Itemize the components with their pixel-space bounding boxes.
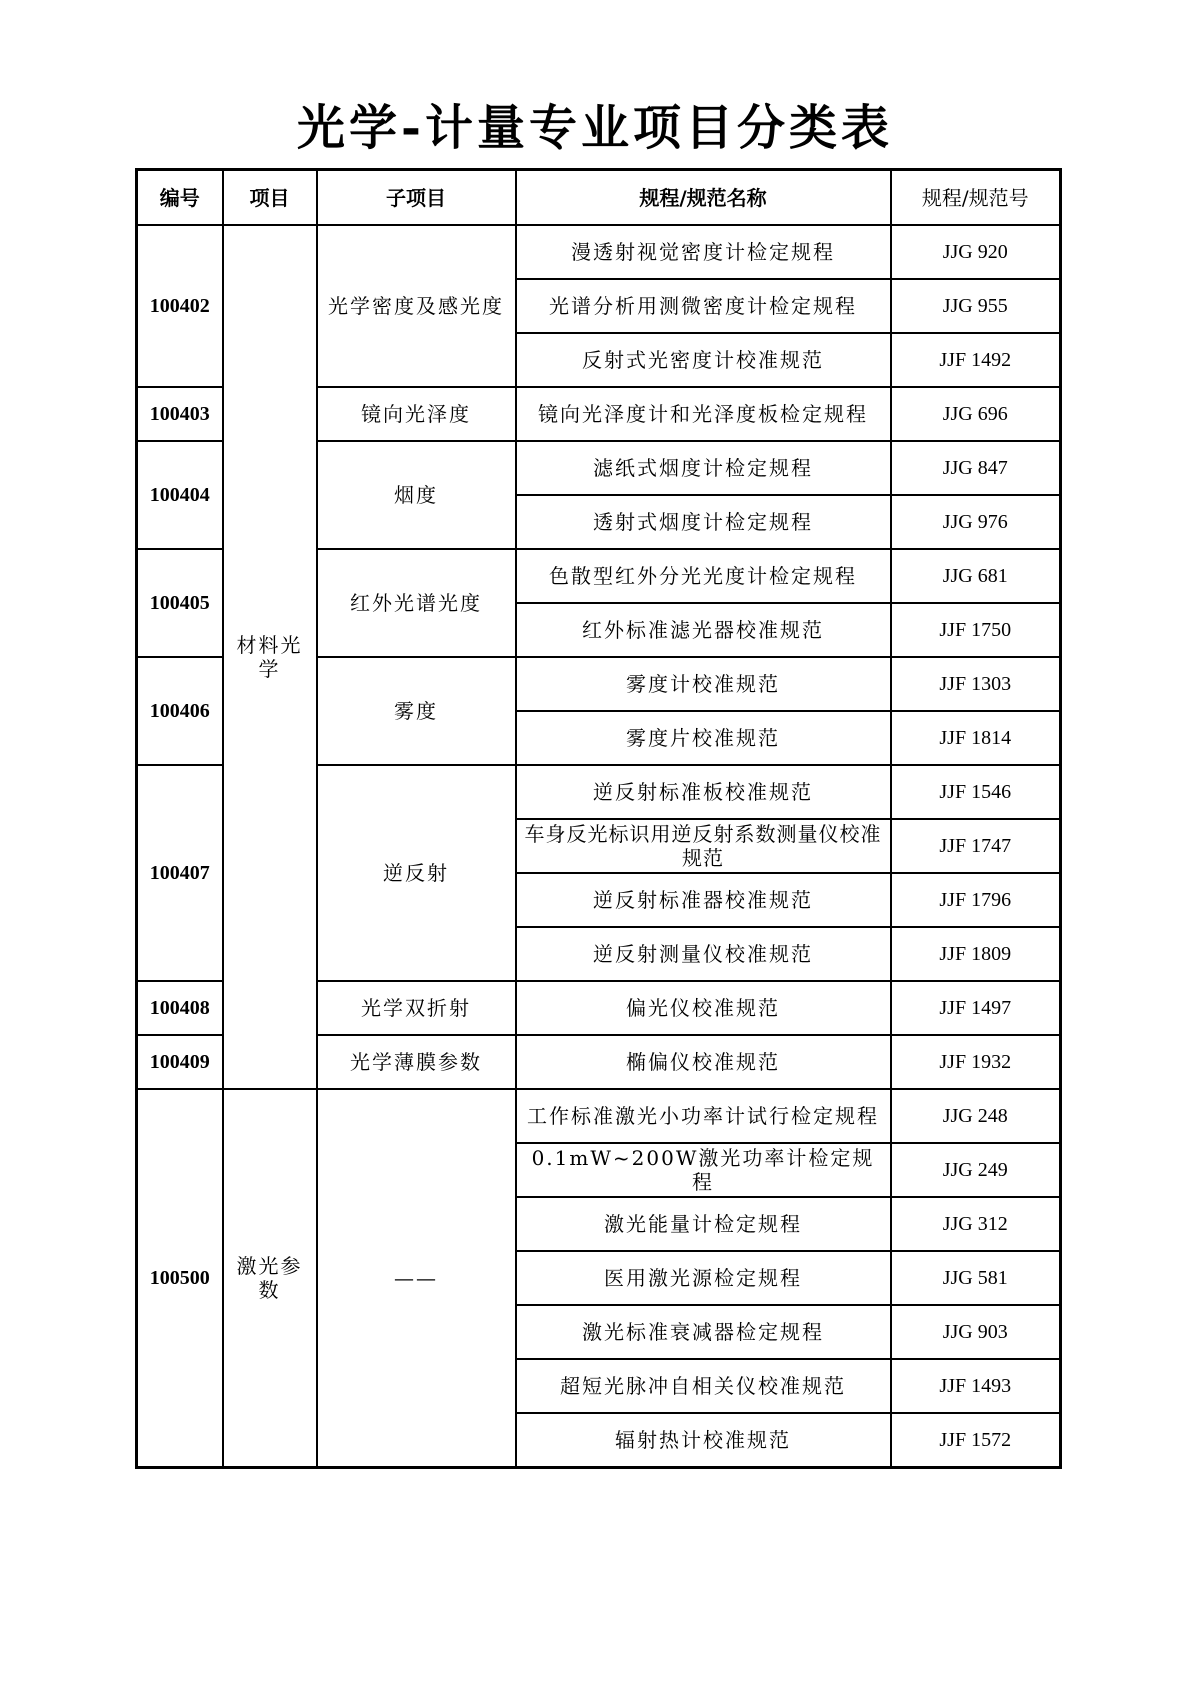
spec-number-cell: JJF 1750 [891,603,1061,657]
table-row [137,225,1061,279]
code-cell: 100404 [137,441,223,549]
spec-number-cell: JJF 1546 [891,765,1061,819]
spec-number-cell: JJG 248 [891,1089,1061,1143]
spec-number-cell: JJG 581 [891,1251,1061,1305]
spec-number-cell: JJF 1796 [891,873,1061,927]
item-cell-laser-parameters: 激光参数 [223,1089,317,1468]
classification-table [135,168,1062,1469]
spec-name-cell: 色散型红外分光光度计检定规程 [516,549,891,603]
code-cell: 100402 [137,225,223,387]
header-row [137,170,1061,226]
sub-item-cell: 红外光谱光度 [317,549,516,657]
spec-number-cell: JJG 920 [891,225,1061,279]
spec-name-cell: 反射式光密度计校准规范 [516,333,891,387]
header-item: 项目 [223,170,317,226]
spec-name-cell: 逆反射标准器校准规范 [516,873,891,927]
spec-name-cell: 椭偏仪校准规范 [516,1035,891,1089]
item-cell-material-optics: 材料光学 [223,225,317,1089]
header-code: 编号 [137,170,223,226]
sub-item-cell: 雾度 [317,657,516,765]
spec-name-cell: 激光能量计检定规程 [516,1197,891,1251]
spec-number-cell: JJG 976 [891,495,1061,549]
table-row [137,1089,1061,1143]
spec-name-cell: 车身反光标识用逆反射系数测量仪校准规范 [516,819,891,873]
spec-name-cell: 光谱分析用测微密度计检定规程 [516,279,891,333]
code-cell: 100405 [137,549,223,657]
spec-number-cell: JJF 1809 [891,927,1061,981]
code-cell: 100408 [137,981,223,1035]
spec-number-cell: JJF 1497 [891,981,1061,1035]
code-cell: 100500 [137,1089,223,1468]
spec-name-cell: 辐射热计校准规范 [516,1413,891,1468]
spec-name-cell: 红外标准滤光器校准规范 [516,603,891,657]
spec-name-cell: 漫透射视觉密度计检定规程 [516,225,891,279]
spec-name-cell: 雾度片校准规范 [516,711,891,765]
spec-number-cell: JJG 681 [891,549,1061,603]
spec-number-cell: JJF 1932 [891,1035,1061,1089]
spec-name-cell: 偏光仪校准规范 [516,981,891,1035]
spec-number-cell: JJF 1572 [891,1413,1061,1468]
spec-number-cell: JJF 1492 [891,333,1061,387]
spec-number-cell: JJG 847 [891,441,1061,495]
spec-name-cell: 透射式烟度计检定规程 [516,495,891,549]
table-body [137,225,1061,1468]
spec-name-cell: 医用激光源检定规程 [516,1251,891,1305]
spec-name-cell: 逆反射测量仪校准规范 [516,927,891,981]
sub-item-cell: 光学密度及感光度 [317,225,516,387]
code-cell: 100409 [137,1035,223,1089]
header-spec-name: 规程/规范名称 [516,170,891,226]
spec-name-cell: 滤纸式烟度计检定规程 [516,441,891,495]
spec-name-cell: 0.1mW~200W激光功率计检定规程 [516,1143,891,1197]
spec-number-cell: JJG 249 [891,1143,1061,1197]
sub-item-cell: 镜向光泽度 [317,387,516,441]
spec-name-cell: 工作标准激光小功率计试行检定规程 [516,1089,891,1143]
spec-name-cell: 镜向光泽度计和光泽度板检定规程 [516,387,891,441]
sub-item-cell: —— [317,1089,516,1468]
header-sub-item: 子项目 [317,170,516,226]
spec-number-cell: JJG 903 [891,1305,1061,1359]
spec-number-cell: JJF 1747 [891,819,1061,873]
spec-name-cell: 雾度计校准规范 [516,657,891,711]
spec-number-cell: JJF 1493 [891,1359,1061,1413]
header-spec-number: 规程/规范号 [891,170,1061,226]
code-cell: 100403 [137,387,223,441]
spec-number-cell: JJG 312 [891,1197,1061,1251]
spec-name-cell: 激光标准衰减器检定规程 [516,1305,891,1359]
page-title: 光学-计量专业项目分类表 [297,100,893,156]
code-cell: 100407 [137,765,223,981]
sub-item-cell: 光学薄膜参数 [317,1035,516,1089]
spec-number-cell: JJF 1814 [891,711,1061,765]
spec-number-cell: JJF 1303 [891,657,1061,711]
sub-item-cell: 逆反射 [317,765,516,981]
spec-number-cell: JJG 696 [891,387,1061,441]
spec-name-cell: 逆反射标准板校准规范 [516,765,891,819]
spec-name-cell: 超短光脉冲自相关仪校准规范 [516,1359,891,1413]
code-cell: 100406 [137,657,223,765]
sub-item-cell: 光学双折射 [317,981,516,1035]
sub-item-cell: 烟度 [317,441,516,549]
spec-number-cell: JJG 955 [891,279,1061,333]
